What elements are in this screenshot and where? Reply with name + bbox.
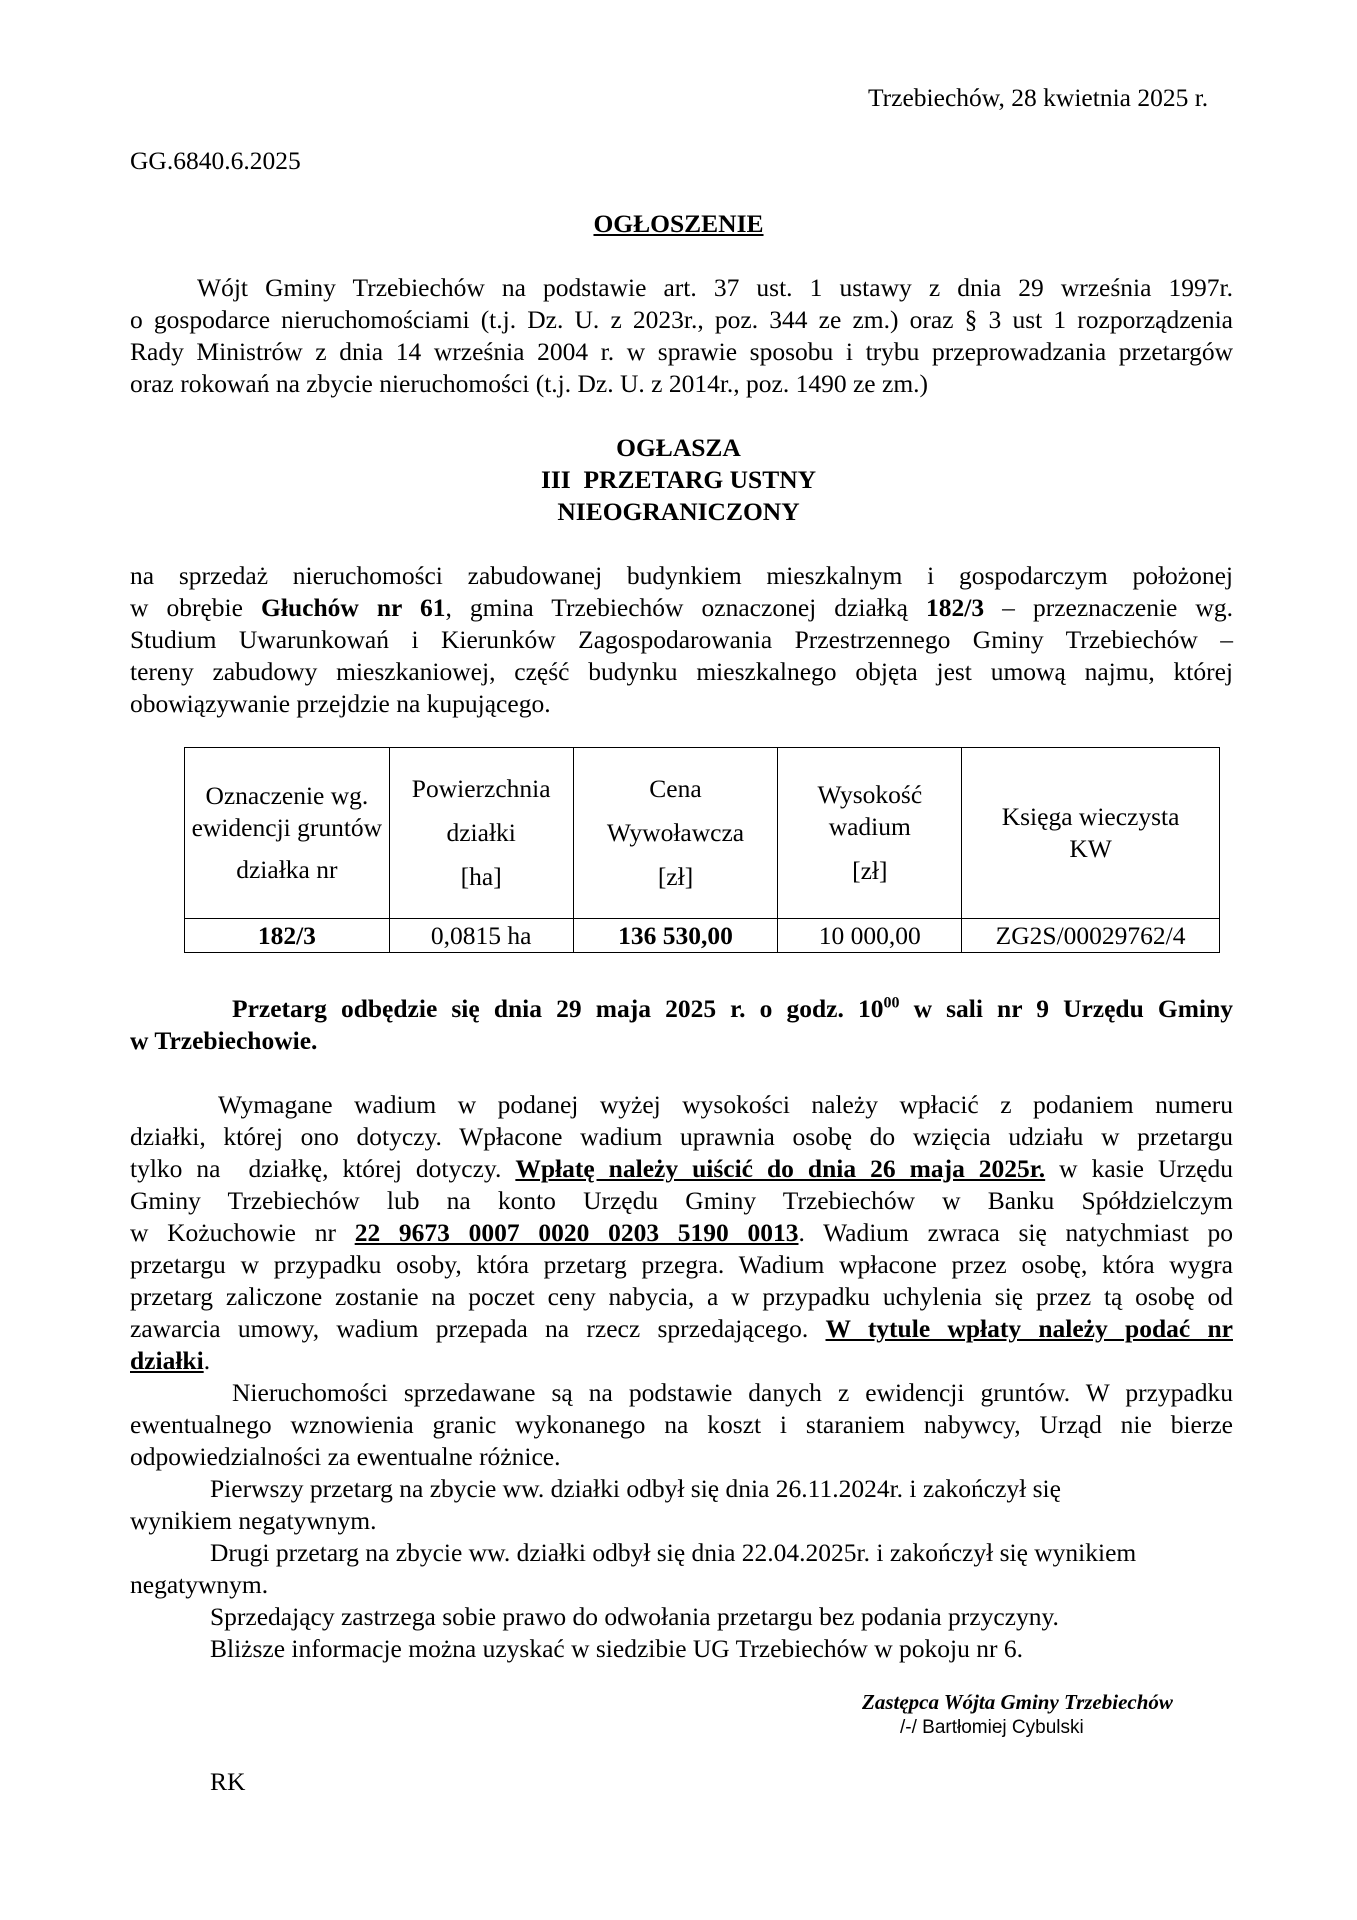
deposit-line: Gminy Trzebiechów lub na konto Urzędu Gminy Trzebiechów w Banku Spółdzielczym (130, 1186, 1233, 1215)
deposit-line: przetargu w przypadku osoby, która przetarg przegra. Wadium wpłacone przez osobę, która wygra (130, 1250, 1233, 1279)
header-cell-area (389, 748, 573, 919)
description-text: , gmina Trzebiechów oznaczonej działką (445, 593, 926, 622)
announce-heading: NIEOGRANICZONY (557, 497, 800, 526)
header-text: [ha] (460, 862, 502, 891)
header-text: wadium (828, 812, 911, 841)
deposit-line (130, 1153, 1233, 1185)
signature-name: /-/ Bartłomiej Cybulski (900, 1717, 1084, 1738)
info-line: Nieruchomości sprzedawane są na podstawie danych z ewidencji gruntów. W przypadku (232, 1378, 1233, 1407)
description-line: tereny zabudowy mieszkaniowej, część budynku mieszkalnego objęta jest umową najmu, której (130, 657, 1233, 686)
document-date: Trzebiechów, 28 kwietnia 2025 r. (868, 83, 1209, 112)
intro-line: o gospodarce nieruchomościami (t.j. Dz. U. z 2023r., poz. 344 ze zm.) oraz § 3 ust 1 rozporządzenia (130, 305, 1233, 334)
info-line: Sprzedający zastrzega sobie prawo do odwołania przetargu bez podania przyczyny. (210, 1602, 1059, 1631)
header-text: Oznaczenie wg. (205, 781, 369, 810)
deposit-text: . Wadium zwraca się natychmiast po (798, 1218, 1233, 1247)
header-text: Wywoławcza (606, 818, 745, 847)
payment-deadline: Wpłatę należy uiścić do dnia 26 maja 2025r. (515, 1154, 1046, 1183)
transfer-title-note: działki (130, 1346, 204, 1375)
cell-land-register: ZG2S/00029762/4 (962, 919, 1220, 953)
document-title: OGŁOSZENIE (593, 209, 764, 238)
deposit-text: w Kożuchowie nr (130, 1218, 355, 1247)
auction-line: w Trzebiechowie. (130, 1026, 318, 1055)
cell-price: 136 530,00 (573, 919, 778, 953)
deposit-line (130, 1345, 210, 1377)
transfer-title-note: W tytule wpłaty należy podać nr (825, 1314, 1233, 1343)
header-text: Powierzchnia (411, 774, 551, 803)
table-header-row (185, 748, 1220, 919)
header-text: [zł] (852, 856, 888, 885)
description-line: obowiązywanie przejdzie na kupującego. (130, 689, 551, 718)
description-text: – przeznaczenie wg. (984, 593, 1233, 622)
cell-area: 0,0815 ha (389, 919, 573, 953)
header-cell-price (573, 748, 778, 919)
header-text: KW (1069, 834, 1112, 863)
header-text: ewidencji gruntów (191, 813, 383, 842)
announce-heading: OGŁASZA (616, 433, 741, 462)
header-text: Cena (649, 774, 702, 803)
header-text: działki (446, 818, 516, 847)
deposit-line: działki, której ono dotyczy. Wpłacone wadium uprawnia osobę do wzięcia udziału w przetargu (130, 1122, 1233, 1151)
village-name: Głuchów nr 61 (261, 593, 446, 622)
description-text: w obrębie (130, 593, 262, 622)
description-line: na sprzedaż nieruchomości zabudowanej budynkiem mieszkalnym i gospodarczym położonej (130, 561, 1233, 590)
header-cell-plot-designation (185, 748, 390, 919)
deposit-line: Wymagane wadium w podanej wyżej wysokości należy wpłacić z podaniem numeru (218, 1090, 1233, 1119)
info-line: wynikiem negatywnym. (130, 1506, 377, 1535)
info-line: odpowiedzialności za ewentualne różnice. (130, 1442, 561, 1471)
info-line: negatywnym. (130, 1570, 269, 1599)
plot-number: 182/3 (926, 593, 985, 622)
header-text: Wysokość (817, 780, 923, 809)
deposit-line (130, 1217, 1233, 1249)
intro-line: oraz rokowań na zbycie nieruchomości (t.j. Dz. U. z 2014r., poz. 1490 ze zm.) (130, 369, 929, 398)
intro-line: Rady Ministrów z dnia 14 września 2004 r. w sprawie sposobu i trybu przeprowadzania przetargów (130, 337, 1233, 366)
auction-text: w sali nr 9 Urzędu Gminy (899, 994, 1233, 1023)
announce-heading: III PRZETARG USTNY (540, 465, 817, 494)
deposit-text: zawarcia umowy, wadium przepada na rzecz sprzedającego. (130, 1314, 826, 1343)
deposit-text: . (203, 1346, 211, 1375)
info-line: Drugi przetarg na zbycie ww. działki odbył się dnia 22.04.2025r. i zakończył się wynikiem (210, 1538, 1137, 1567)
reference-number: GG.6840.6.2025 (130, 146, 301, 175)
deposit-line (130, 1313, 1233, 1345)
info-line: Bliższe informacje można uzyskać w siedzibie UG Trzebiechów w pokoju nr 6. (210, 1634, 1023, 1663)
author-initials: RK (210, 1767, 246, 1796)
description-line: Studium Uwarunkowań i Kierunków Zagospodarowania Przestrzennego Gminy Trzebiechów – (130, 625, 1233, 654)
signature-title: Zastępca Wójta Gminy Trzebiechów (862, 1690, 1173, 1714)
property-table (184, 747, 1220, 953)
info-line: Pierwszy przetarg na zbycie ww. działki odbył się dnia 26.11.2024r. i zakończył się (210, 1474, 1061, 1503)
header-text: [zł] (657, 862, 694, 891)
bank-account-number: 22 9673 0007 0020 0203 5190 0013 (354, 1218, 799, 1247)
auction-line (232, 993, 1233, 1025)
header-text: działka nr (236, 855, 338, 884)
deposit-line: przetarg zaliczone zostanie na poczet ceny nabycia, a w przypadku uchylenia się przez tą osobę od (130, 1282, 1233, 1311)
cell-plot-number: 182/3 (185, 919, 390, 953)
header-text: Księga wieczysta (1001, 802, 1180, 831)
table-row (185, 919, 1220, 953)
auction-time-minutes: 00 (883, 994, 900, 1012)
deposit-text: tylko na działkę, której dotyczy. (130, 1154, 516, 1183)
description-line (130, 592, 1233, 624)
cell-deposit: 10 000,00 (778, 919, 962, 953)
header-cell-deposit (778, 748, 962, 919)
info-line: ewentualnego wznowienia granic wykonanego na koszt i staraniem nabywcy, Urząd nie bierze (130, 1410, 1233, 1439)
deposit-text: w kasie Urzędu (1045, 1154, 1234, 1183)
header-cell-land-register (962, 748, 1220, 919)
intro-line: Wójt Gminy Trzebiechów na podstawie art. 37 ust. 1 ustawy z dnia 29 września 1997r. (197, 273, 1233, 302)
auction-text: Przetarg odbędzie się dnia 29 maja 2025 r. o godz. 10 (232, 994, 884, 1023)
